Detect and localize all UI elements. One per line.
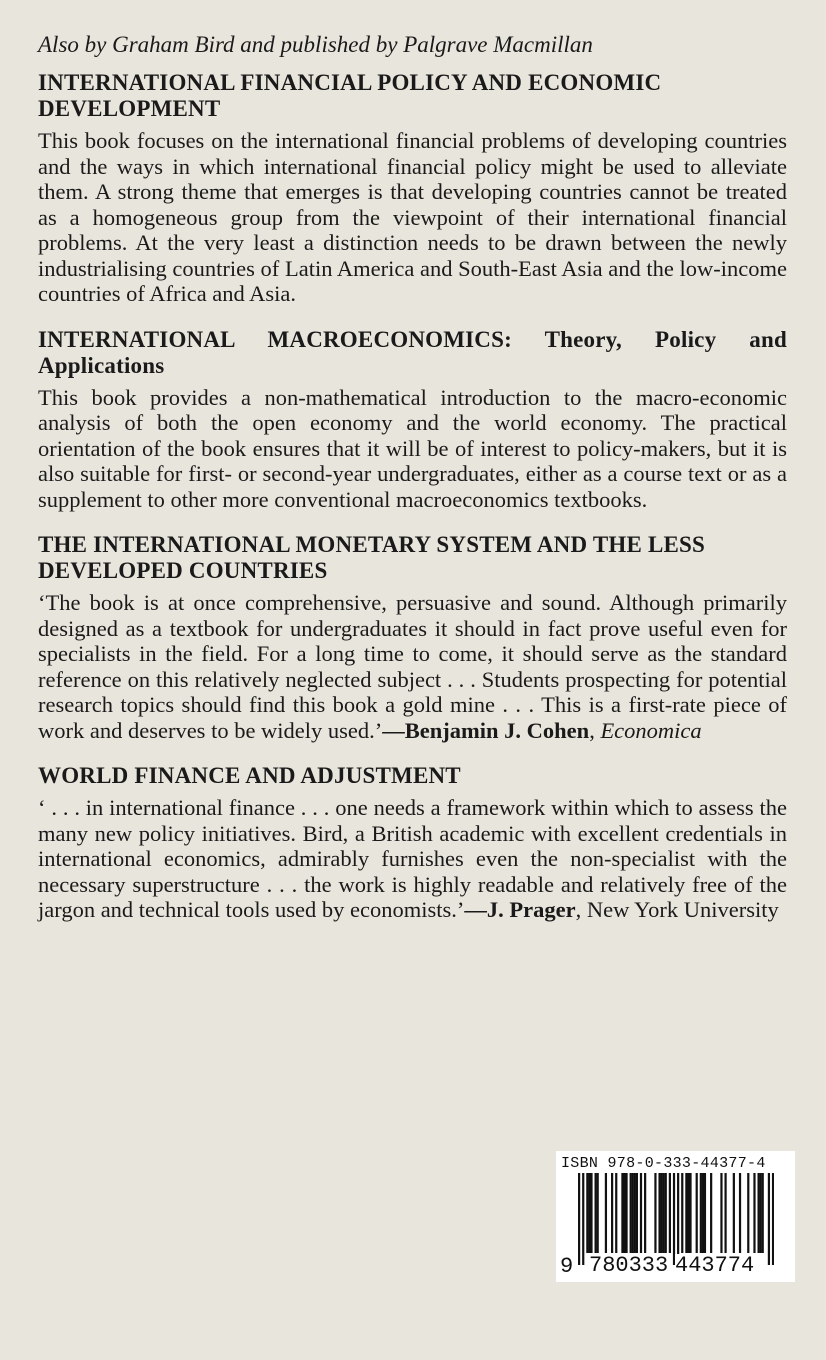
barcode-bar xyxy=(696,1173,698,1253)
barcode-bar xyxy=(704,1173,706,1253)
barcode-bar xyxy=(760,1173,762,1253)
barcode-bar xyxy=(700,1173,702,1253)
barcode-bar xyxy=(644,1173,646,1253)
book-entry-2 xyxy=(38,327,787,513)
barcode-bar xyxy=(673,1173,675,1265)
reviewer-name: —J. Prager xyxy=(464,897,576,922)
back-cover xyxy=(38,30,787,943)
barcode-bar xyxy=(636,1173,638,1253)
book-title xyxy=(38,327,787,379)
review-source: New York University xyxy=(586,897,779,922)
barcode-bar xyxy=(586,1173,588,1253)
barcode-bar xyxy=(625,1173,627,1253)
barcode-bar xyxy=(605,1173,607,1253)
book-entry-4 xyxy=(38,763,787,923)
barcode-bar xyxy=(595,1173,597,1253)
book-title: WORLD FINANCE AND ADJUSTMENT xyxy=(38,763,461,788)
barcode-bar xyxy=(687,1173,689,1253)
barcode-bar xyxy=(588,1173,590,1253)
barcode-bar xyxy=(663,1173,665,1253)
book-title-main: INTERNATIONAL MACROECONOMICS: Theory, Policy and xyxy=(38,326,787,352)
barcode-digits-right: 443774 xyxy=(675,1253,755,1278)
attribution-separator: , xyxy=(589,717,601,743)
attribution-separator: , xyxy=(575,897,587,922)
intro-line: Also by Graham Bird and published by Palgrave Macmillan xyxy=(38,32,593,57)
review-quote: ‘ . . . in international finance . . . one needs a framework within which to assess the many new policy initiatives. Bird, a British academic with excellent credentials in international economics, admirably furnishes even the non-specialist with the necessary superstructure . . . the work is highly readable and relatively free of the jargon and technical tools used by economists.’ xyxy=(38,795,787,922)
book-review xyxy=(38,795,787,923)
book-entry-3 xyxy=(38,532,787,743)
barcode-bar xyxy=(611,1173,613,1253)
barcode-bar xyxy=(689,1173,691,1253)
barcode-bar xyxy=(621,1173,623,1253)
barcode-bar xyxy=(685,1173,687,1253)
reviewer-name: —Benjamin J. Cohen xyxy=(382,717,590,743)
barcode-bar xyxy=(702,1173,704,1253)
barcode-bar xyxy=(669,1173,671,1253)
barcode-bar xyxy=(720,1173,722,1253)
barcode-bar xyxy=(768,1173,770,1265)
barcode-bar xyxy=(724,1173,726,1253)
barcode-bar xyxy=(710,1173,712,1253)
barcode-bar xyxy=(623,1173,625,1253)
book-title-tail: Applications xyxy=(38,352,165,378)
barcode-bar xyxy=(762,1173,764,1253)
barcode-bar xyxy=(739,1173,741,1253)
barcode-bar xyxy=(747,1173,749,1253)
review-source: Economica xyxy=(600,717,702,743)
barcode-bar xyxy=(772,1173,774,1265)
barcode-bar xyxy=(654,1173,656,1253)
barcode-digit-lead: 9 xyxy=(560,1254,574,1279)
barcode-bar xyxy=(597,1173,599,1253)
barcode-digits-left: 780333 xyxy=(589,1253,669,1278)
barcode-bar xyxy=(630,1173,632,1253)
barcode-bar xyxy=(665,1173,667,1253)
barcode-bar xyxy=(757,1173,759,1253)
book-review xyxy=(38,590,787,743)
barcode-bar xyxy=(590,1173,592,1253)
book-description: This book focuses on the international financial problems of developing countries and the ways in which international financial policy might be used to alleviate them. A strong theme that emerges is that developing countries cannot be treated as a homogeneous group from the viewpoint of their international financial problems. At the very least a distinction needs to be drawn between the newly industrialising countries of Latin America and South-East Asia and the low-income countries of Africa and Asia. xyxy=(38,128,787,306)
book-entry-1 xyxy=(38,70,787,307)
barcode-bar xyxy=(632,1173,634,1253)
isbn-barcode xyxy=(556,1151,795,1282)
book-title: INTERNATIONAL FINANCIAL POLICY AND ECONOMIC DEVELOPMENT xyxy=(38,70,662,121)
barcode-bar xyxy=(578,1173,580,1265)
barcode-bar xyxy=(615,1173,617,1253)
barcode-bars-icon xyxy=(578,1173,774,1265)
book-title: THE INTERNATIONAL MONETARY SYSTEM AND THE LESS DEVELOPED COUNTRIES xyxy=(38,532,706,583)
review-quote: ‘The book is at once comprehensive, persuasive and sound. Although primarily designed as a textbook for undergraduates it should in fact prove useful even for specialists in the field. For a long time to come, it should serve as the standard reference on this relatively neglected subject . . . Students prospecting for potential research topics should find this book a gold mine . . . This is a first-rate piece of work and deserves to be widely used.’ xyxy=(38,590,787,743)
isbn-label: ISBN 978-0-333-44377-4 xyxy=(561,1155,766,1172)
barcode-bar xyxy=(582,1173,584,1265)
barcode-bar xyxy=(658,1173,660,1253)
barcode-bar xyxy=(640,1173,642,1253)
book-description: This book provides a non-mathematical introduction to the macro-economic analysis of both the open economy and the world economy. The practical orientation of the book ensures that it will be of interest to policy-makers, but it is also suitable for first- or second-year undergraduates, either as a course text or as a supplement to other more conventional macroeconomics textbooks. xyxy=(38,384,787,512)
barcode-bar xyxy=(681,1173,683,1253)
barcode-bar xyxy=(733,1173,735,1253)
barcode-bar xyxy=(677,1173,679,1265)
barcode-bar xyxy=(634,1173,636,1253)
barcode-bar xyxy=(753,1173,755,1253)
barcode-bar xyxy=(661,1173,663,1253)
